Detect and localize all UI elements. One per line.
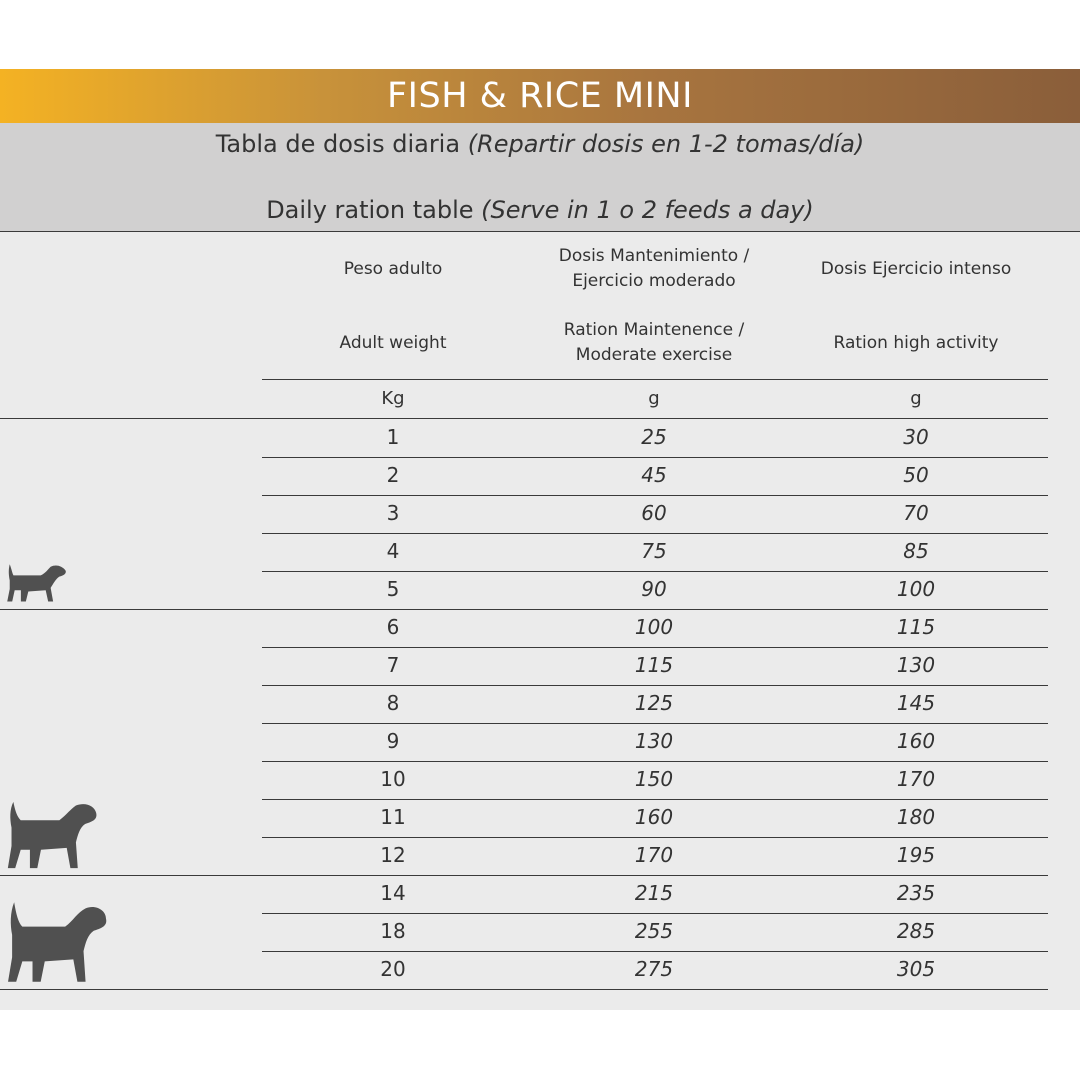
- maintenance-cell: 45: [641, 463, 667, 487]
- maintenance-cell: 100: [634, 615, 674, 639]
- subtitle-spanish-text: Tabla de dosis diaria: [215, 130, 468, 158]
- intense-cell: 85: [903, 539, 929, 563]
- maintenance-cell: 275: [634, 957, 674, 981]
- maintenance-cell: 125: [634, 691, 674, 715]
- intense-cell: 305: [896, 957, 936, 981]
- weight-cell: 7: [386, 653, 400, 677]
- weight-cell: 14: [380, 881, 406, 905]
- weight-cell: 1: [386, 425, 400, 449]
- header-top-rule: [0, 231, 1080, 232]
- intense-cell: 145: [896, 691, 936, 715]
- weight-cell: 20: [380, 957, 406, 981]
- weight-cell: 2: [386, 463, 400, 487]
- weight-cell: 18: [380, 919, 406, 943]
- maintenance-cell: 60: [641, 501, 667, 525]
- medium-dog-icon: [6, 800, 98, 870]
- header-intense-en: Ration high activity: [833, 333, 999, 353]
- title-bar: [0, 69, 1080, 123]
- row-rule: [262, 495, 1048, 496]
- intense-cell: 170: [896, 767, 936, 791]
- header-maintenance-en-line1: Ration Maintenence /: [563, 320, 745, 340]
- header-weight-es: Peso adulto: [343, 259, 443, 279]
- subtitle-english: [0, 196, 1080, 224]
- group-rule: [0, 609, 1048, 610]
- group-rule: [0, 875, 1048, 876]
- maintenance-cell: 150: [634, 767, 674, 791]
- maintenance-cell: 115: [634, 653, 674, 677]
- row-rule: [262, 799, 1048, 800]
- row-rule: [262, 723, 1048, 724]
- maintenance-cell: 160: [634, 805, 674, 829]
- maintenance-cell: 255: [634, 919, 674, 943]
- intense-cell: 50: [903, 463, 929, 487]
- group-rule: [0, 989, 1048, 990]
- weight-cell: 11: [380, 805, 406, 829]
- row-rule: [262, 647, 1048, 648]
- weight-cell: 5: [386, 577, 400, 601]
- row-rule: [262, 571, 1048, 572]
- weight-cell: 10: [380, 767, 406, 791]
- intense-cell: 195: [896, 843, 936, 867]
- weight-cell: 8: [386, 691, 400, 715]
- small-dog-icon: [6, 556, 68, 606]
- maintenance-cell: 75: [641, 539, 667, 563]
- intense-cell: 100: [896, 577, 936, 601]
- intense-cell: 285: [896, 919, 936, 943]
- intense-cell: 160: [896, 729, 936, 753]
- header-maintenance-es-line1: Dosis Mantenimiento /: [558, 246, 750, 266]
- unit-intense: g: [910, 388, 922, 409]
- large-dog-icon: [6, 902, 108, 984]
- subtitle-english-note: (Serve in 1 o 2 feeds a day): [481, 196, 814, 224]
- weight-cell: 6: [386, 615, 400, 639]
- maintenance-cell: 215: [634, 881, 674, 905]
- units-rule: [0, 418, 1048, 419]
- maintenance-cell: 25: [641, 425, 667, 449]
- row-rule: [262, 761, 1048, 762]
- row-rule: [262, 951, 1048, 952]
- intense-cell: 235: [896, 881, 936, 905]
- intense-cell: 180: [896, 805, 936, 829]
- row-rule: [262, 533, 1048, 534]
- intense-cell: 70: [903, 501, 929, 525]
- subtitle-spanish: [0, 130, 1080, 158]
- unit-maintenance: g: [648, 388, 660, 409]
- header-maintenance-en-line2: Moderate exercise: [575, 345, 733, 365]
- row-rule: [262, 913, 1048, 914]
- header-rule: [262, 379, 1048, 380]
- weight-cell: 4: [386, 539, 400, 563]
- intense-cell: 130: [896, 653, 936, 677]
- weight-cell: 3: [386, 501, 400, 525]
- header-intense-es: Dosis Ejercicio intenso: [820, 259, 1012, 279]
- intense-cell: 115: [896, 615, 936, 639]
- header-weight-en: Adult weight: [339, 333, 447, 353]
- maintenance-cell: 90: [641, 577, 667, 601]
- intense-cell: 30: [903, 425, 929, 449]
- row-rule: [262, 457, 1048, 458]
- subtitle-spanish-note: (Repartir dosis en 1-2 tomas/día): [467, 130, 865, 158]
- row-rule: [262, 837, 1048, 838]
- maintenance-cell: 130: [634, 729, 674, 753]
- maintenance-cell: 170: [634, 843, 674, 867]
- product-title: FISH & RICE MINI: [387, 76, 693, 116]
- unit-weight: Kg: [381, 388, 405, 409]
- row-rule: [262, 685, 1048, 686]
- weight-cell: 12: [380, 843, 406, 867]
- subtitle-english-text: Daily ration table: [266, 196, 482, 224]
- weight-cell: 9: [386, 729, 400, 753]
- header-maintenance-es-line2: Ejercicio moderado: [572, 271, 736, 291]
